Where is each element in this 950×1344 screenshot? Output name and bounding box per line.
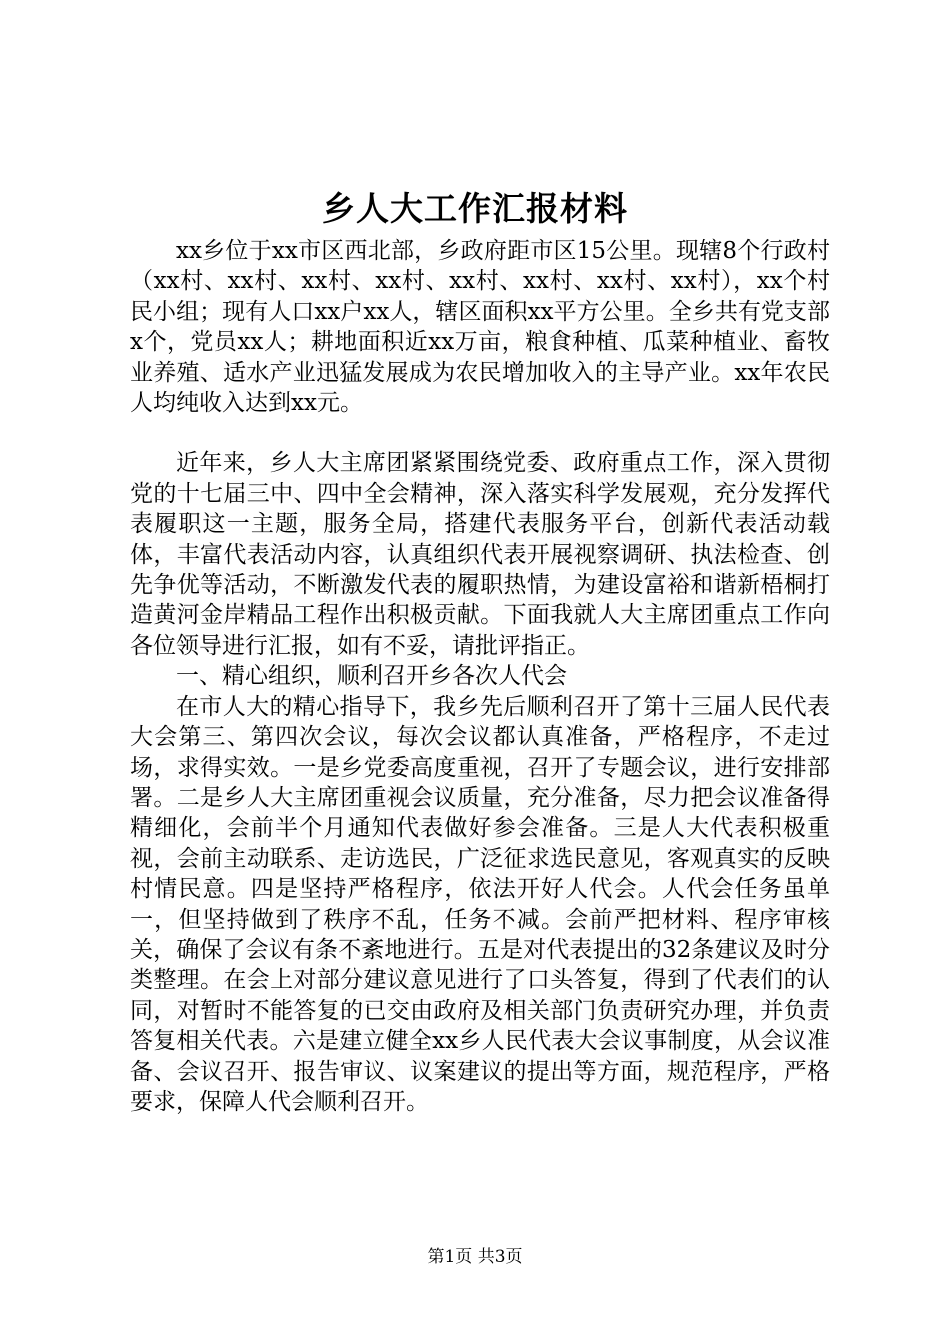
section-heading-1: 一、精心组织，顺利召开乡各次人代会 xyxy=(176,663,567,690)
paragraph-overview: 近年来，乡人大主席团紧紧围绕党委、政府重点工作，深入贯彻党的十七届三中、四中全会精神，深入落实科学发展观，充分发挥代表履职这一主题，服务全局，搭建代表服务平台，创新代表活动载体，丰富代表活动内容，认真组织代表开展视察调研、执法检查、创先争优等活动，不断激发代表的履职热情，为建设富裕和谐新梧桐打造黄河金岸精品工程作出积极贡献。下面我就人大主席团重点工作向各位领导进行汇报，如有不妥，请批评指正。 xyxy=(130,450,830,659)
paragraph-intro: xx乡位于xx市区西北部，乡政府距市区15公里。现辖8个行政村（xx村、xx村、xx村、xx村、xx村、xx村、xx村、xx村），xx个村民小组；现有人口xx户xx人，辖区面积xx平方公里。全乡共有党支部x个，党员xx人；耕地面积近xx万亩，粮食种植、瓜菜种植业、畜牧业养殖、适水产业迅猛发展成为农民增加收入的主导产业。xx年农民人均纯收入达到xx元。 xyxy=(130,238,830,417)
document-body xyxy=(130,236,830,1117)
page-footer: 第1页 共3页 xyxy=(427,1247,523,1267)
paragraph-section-1: 在市人大的精心指导下，我乡先后顺利召开了第十三届人民代表大会第三、第四次会议，每次会议都认真准备，严格程序，不走过场，求得实效。一是乡党委高度重视，召开了专题会议，进行安排部署。二是乡人大主席团重视会议质量，充分准备，尽力把会议准备得精细化，会前半个月通知代表做好参会准备。三是人大代表积极重视，会前主动联系、走访选民，广泛征求选民意见，客观真实的反映村情民意。四是坚持严格程序，依法开好人代会。人代会任务虽单一，但坚持做到了秩序不乱，任务不减。会前严把材料、程序审核关，确保了会议有条不紊地进行。五是对代表提出的32条建议及时分类整理。在会上对部分建议意见进行了口头答复，得到了代表们的认同，对暂时不能答复的已交由政府及相关部门负责研究办理，并负责答复相关代表。六是建立健全xx乡人民代表大会议事制度，从会议准备、会议召开、报告审议、议案建议的提出等方面，规范程序，严格要求，保障人代会顺利召开。 xyxy=(130,693,830,1115)
document-title: 乡人大工作汇报材料 xyxy=(322,189,628,228)
